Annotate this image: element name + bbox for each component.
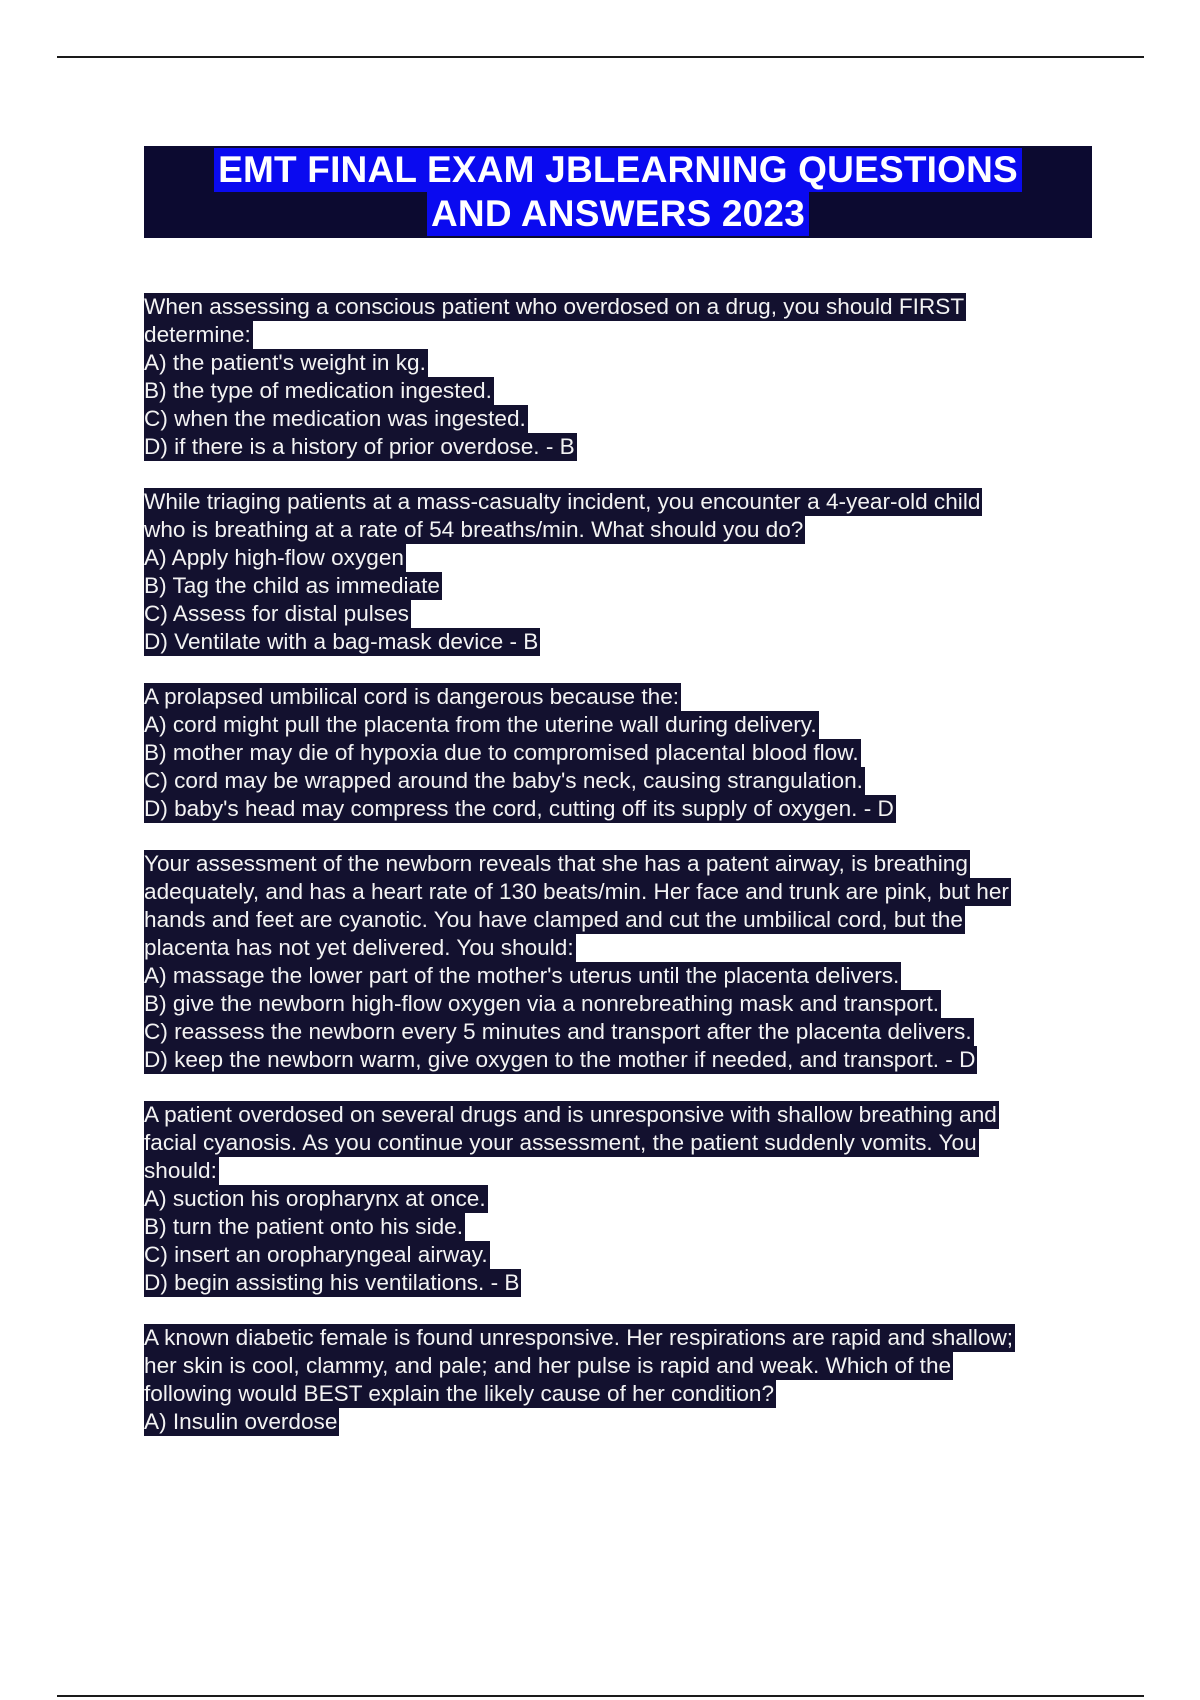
- question-text-line: A prolapsed umbilical cord is dangerous because the:: [144, 684, 680, 709]
- question-line: C) cord may be wrapped around the baby's neck, causing strangulation.: [144, 768, 863, 793]
- document-title-line-1: EMT FINAL EXAM JBLEARNING QUESTIONS: [214, 148, 1022, 192]
- question-line: D) if there is a history of prior overdose. - B: [144, 434, 575, 459]
- top-rule: [57, 56, 1144, 58]
- question-line: placenta has not yet delivered. You should:: [144, 935, 574, 960]
- bottom-rule: [57, 1695, 1144, 1697]
- question-line: B) turn the patient onto his side.: [144, 1214, 464, 1239]
- question-text-line: While triaging patients at a mass-casualty incident, you encounter a 4-year-old child: [144, 489, 981, 514]
- question-line: following would BEST explain the likely cause of her condition?: [144, 1381, 775, 1406]
- question-line: hands and feet are cyanotic. You have clamped and cut the umbilical cord, but the: [144, 907, 963, 932]
- question-line: D) baby's head may compress the cord, cutting off its supply of oxygen. - D: [144, 796, 894, 821]
- question-line: B) give the newborn high-flow oxygen via a nonrebreathing mask and transport.: [144, 991, 940, 1016]
- question-line: C) insert an oropharyngeal airway.: [144, 1242, 488, 1267]
- question-line: determine:: [144, 322, 251, 347]
- question-line: should:: [144, 1158, 217, 1183]
- question-line: A) the patient's weight in kg.: [144, 350, 426, 375]
- question-line: D) begin assisting his ventilations. - B: [144, 1270, 520, 1295]
- question-line: who is breathing at a rate of 54 breaths/min. What should you do?: [144, 517, 804, 542]
- question-line: A) Insulin overdose: [144, 1409, 338, 1434]
- question-line: A) cord might pull the placenta from the uterine wall during delivery.: [144, 712, 817, 737]
- question-text-line: Your assessment of the newborn reveals that she has a patent airway, is breathing: [144, 851, 968, 876]
- question-block: [144, 683, 1144, 823]
- question-line: D) keep the newborn warm, give oxygen to the mother if needed, and transport. - D: [144, 1047, 976, 1072]
- question-text-line: A known diabetic female is found unresponsive. Her respirations are rapid and shallow;: [144, 1325, 1014, 1350]
- question-line: D) Ventilate with a bag-mask device - B: [144, 629, 539, 654]
- question-block: [144, 293, 1144, 461]
- question-text-line: A patient overdosed on several drugs and is unresponsive with shallow breathing and: [144, 1102, 997, 1127]
- question-block: [144, 850, 1144, 1074]
- question-text-line: When assessing a conscious patient who overdosed on a drug, you should FIRST: [144, 294, 965, 319]
- question-block: [144, 1324, 1144, 1436]
- question-line: B) Tag the child as immediate: [144, 573, 440, 598]
- question-line: A) massage the lower part of the mother's uterus until the placenta delivers.: [144, 963, 900, 988]
- question-block: [144, 488, 1144, 656]
- document-title-banner: [144, 146, 1092, 238]
- question-block: [144, 1101, 1144, 1297]
- question-line: A) suction his oropharynx at once.: [144, 1186, 486, 1211]
- question-line: her skin is cool, clammy, and pale; and her pulse is rapid and weak. Which of the: [144, 1353, 952, 1378]
- question-line: C) reassess the newborn every 5 minutes and transport after the placenta delivers.: [144, 1019, 972, 1044]
- document-title-line-2: AND ANSWERS 2023: [427, 192, 809, 236]
- question-line: B) mother may die of hypoxia due to compromised placental blood flow.: [144, 740, 859, 765]
- question-line: C) when the medication was ingested.: [144, 406, 526, 431]
- question-line: facial cyanosis. As you continue your assessment, the patient suddenly vomits. You: [144, 1130, 977, 1155]
- question-line: C) Assess for distal pulses: [144, 601, 409, 626]
- question-line: A) Apply high-flow oxygen: [144, 545, 404, 570]
- question-list: [144, 293, 1144, 1463]
- question-line: adequately, and has a heart rate of 130 beats/min. Her face and trunk are pink, but her: [144, 879, 1009, 904]
- question-line: B) the type of medication ingested.: [144, 378, 492, 403]
